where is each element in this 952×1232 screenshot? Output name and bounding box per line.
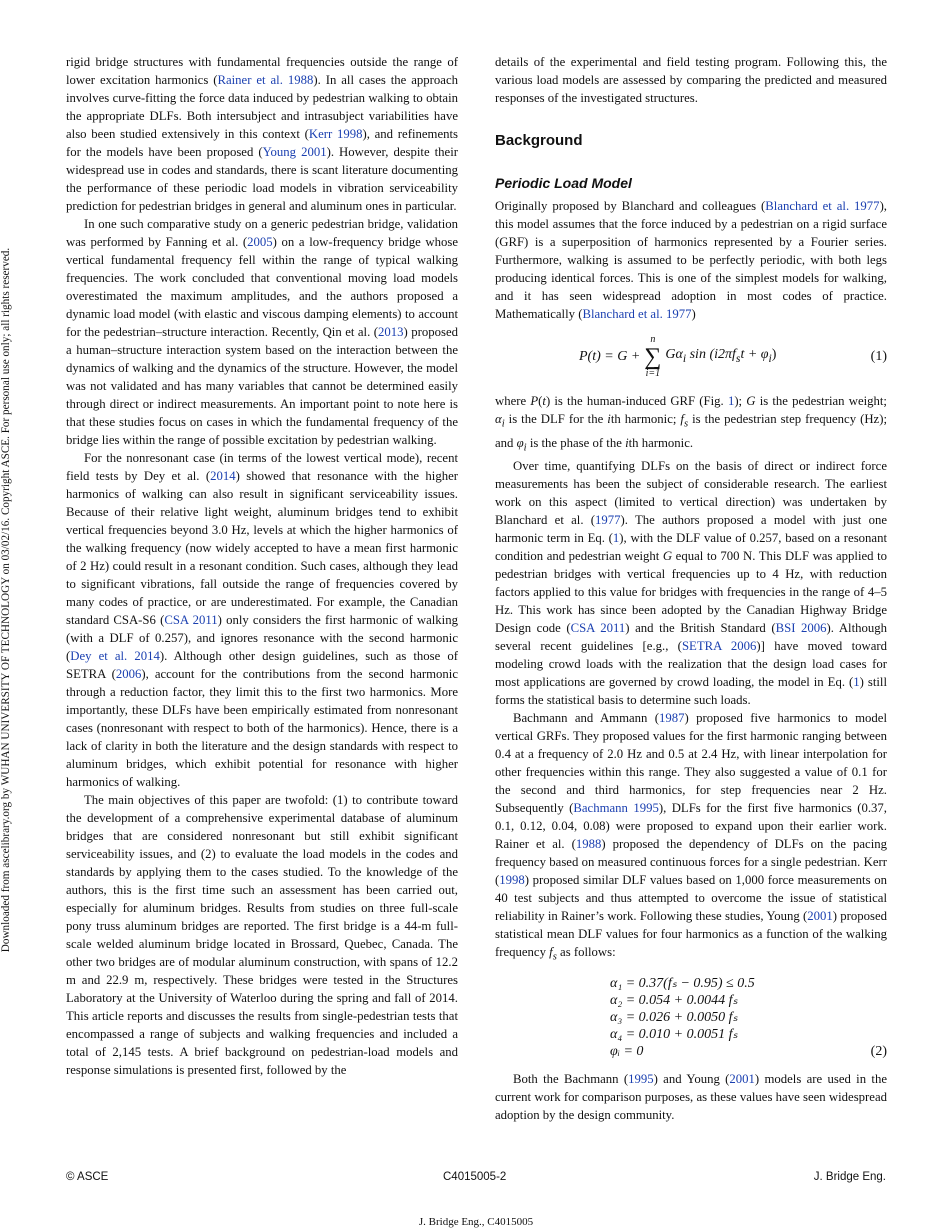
paragraph: [495, 392, 887, 457]
eq2-line: φᵢ = 0: [610, 1043, 644, 1059]
math-subscript: s: [552, 951, 557, 963]
eq1-rhs: Gα: [665, 347, 683, 363]
eq2-line: α₁ = 0.37(fₛ − 0.95) ≤ 0.5: [610, 975, 755, 991]
citation-link[interactable]: 2001: [807, 909, 833, 924]
math-symbol: f: [680, 412, 684, 426]
citation-link[interactable]: 1: [612, 531, 620, 546]
text-run: ), DLFs for the first five harmonics (0.37, 0.1, 0.12, 0.04, 0.08) were proposed to expand upon their earlier work. Rainer et al. (: [495, 801, 887, 852]
text-run: Over time, quantifying DLFs on the basis of direct or indirect force measurements has been the subject of considerable research. The earliest work on this aspect (limited to vertical direction) was undertaken by Blanchard et al. (: [495, 459, 887, 528]
eq1-lhs: P(t) = G +: [579, 349, 641, 364]
text-run: is the phase of the: [526, 435, 626, 450]
text-run: is the pedestrian weight;: [755, 394, 887, 408]
text-run: ) proposed the dependency of DLFs on the pacing frequency based on measured continuous forces for a single pedestrian. Kerr (: [495, 837, 887, 888]
eq1-sum-top: n: [650, 334, 656, 345]
left-column: [66, 53, 458, 1079]
eq1-rhs4: ): [771, 347, 777, 363]
summation-icon: ∑: [644, 344, 662, 370]
text-run: ) proposed a human–structure interaction system based on the interaction between the dynamics of walking and the dynamics of the structure. However, the model was not validated and has many variables that cannot be determined easily through direct or indirect measurements. An important point to note here is that these studies focus on cases in which the fundamental frequency of the bridge lies within the range of possible excitation by pedestrian walking.: [66, 325, 458, 447]
text-run: is the DLF for the: [504, 412, 608, 426]
text-run: equal to 700 N. This DLF was applied to pedestrian bridges with vertical frequencies up to 4 Hz, with reduction factors applied to this value for bridges with frequencies in the range of 4–5 Hz. This work has since been adopted by the Canadian Highway Bridge Design code (: [495, 549, 887, 636]
text-run: ) and Young (: [653, 1071, 730, 1086]
text-run: ). Although other design guidelines, such as those of SETRA (: [66, 649, 458, 681]
equation-1: [495, 331, 887, 383]
text-run: Bachmann and Ammann (: [513, 711, 659, 726]
eq1-sub: i: [768, 351, 772, 365]
footer-citation: J. Bridge Eng., C4015005: [418, 1216, 534, 1228]
citation-link[interactable]: Dey et al. 2014: [70, 649, 160, 663]
text-run: ). The authors proposed a model with just one harmonic term in Eq. (: [495, 513, 888, 546]
citation-link[interactable]: 2013: [378, 325, 404, 339]
citation-link[interactable]: 2001: [729, 1071, 755, 1086]
paragraph: [495, 1070, 887, 1124]
text-run: as follows:: [556, 945, 616, 960]
citation-link[interactable]: Kerr 1998: [308, 127, 363, 141]
text-run: In one such comparative study on a generic pedestrian bridge, validation was performed by Fanning et al. (: [66, 217, 458, 249]
footer-journal: J. Bridge Eng.: [813, 1171, 886, 1183]
text-run: ) is the human-induced GRF (Fig.: [545, 394, 728, 408]
subsection-heading: Periodic Load Model: [495, 175, 632, 191]
eq2-line: α₂ = 0.054 + 0.0044 fₛ: [610, 992, 738, 1008]
citation-link[interactable]: 1: [853, 675, 860, 690]
footer-copyright: © ASCE: [66, 1171, 109, 1183]
text-run: For the nonresonant case (in terms of the lowest vertical mode), recent field tests by Dey et al. (: [66, 451, 458, 483]
citation-link[interactable]: Blanchard et al. 1977: [582, 307, 692, 321]
text-run: ): [691, 307, 696, 321]
text-run: ) proposed similar DLF values based on 1,000 force measurements on 40 test subjects and thus attempted to overcome the issue of statistical reliability in Rainer’s work. Following these studies, Young (: [495, 873, 887, 924]
text-run: details of the experimental and field testing program. Following this, the various load models are assessed by comparing the predicted and measured responses of the investigated structures.: [495, 55, 887, 105]
citation-link[interactable]: 1995: [628, 1071, 654, 1086]
text-run: ) and the British Standard (: [625, 621, 776, 636]
text-run: ), and refinements for the models have been proposed (: [66, 127, 458, 159]
summation: [644, 335, 661, 379]
text-run: ) only considers the first harmonic of walking (with a DLF of 0.257), and ignores resonance with the second harmonic (: [66, 613, 458, 663]
text-run: ) still forms the statistical basis to determine such loads.: [495, 675, 887, 708]
text-run: rigid bridge structures with fundamental frequencies outside the range of lower excitation harmonics (: [66, 55, 458, 87]
math-symbol: G: [662, 549, 673, 564]
text-run: where: [495, 394, 531, 408]
text-run: th harmonic;: [610, 412, 681, 426]
paragraph: [495, 709, 887, 967]
paragraph: [495, 457, 887, 709]
citation-link[interactable]: Blanchard et al. 1977: [765, 199, 880, 213]
text-run: ). However, despite their widespread use in codes and standards, there is scant literature documenting the performance of these periodic load models in vibration serviceability prediction for pedestrian bridges in general and aluminum ones in particular.: [66, 145, 458, 213]
text-run: ) on a low-frequency bridge whose vertical fundamental frequency fell within the range of typical walking frequencies. The work concluded that conventional moving load models overestimated the maximum amplitudes, and the authors proposed a dynamic load model (with elastic and viscous damping elements) to account for the pedestrian–structure interaction. Recently, Qin et al. (: [66, 235, 458, 339]
text-run: );: [734, 394, 747, 408]
citation-link[interactable]: CSA 2011: [164, 613, 218, 627]
math-symbol: φ: [516, 435, 524, 450]
citation-link[interactable]: Bachmann 1995: [573, 801, 659, 816]
citation-link[interactable]: SETRA 2006: [681, 639, 757, 654]
math-symbol: G: [746, 394, 756, 408]
citation-link[interactable]: 2006: [115, 667, 142, 681]
eq2-line: α₃ = 0.026 + 0.0050 fₛ: [610, 1009, 738, 1025]
citation-link[interactable]: 1988: [575, 837, 602, 852]
citation-link[interactable]: BSI 2006: [775, 621, 827, 636]
paragraph: [66, 53, 458, 215]
text-run: ), this model assumes that the force induced by a pedestrian on a rigid surface (GRF) is a superposition of harmonics represented by a Fourier series. Furthermore, walking is assumed to be perfectly periodic, with both legs producing identical forces. This is one of the simplest models for walking, and it has seen widespread adoption in most codes of practice. Mathematically (: [495, 199, 887, 321]
eq1-sub: i: [682, 351, 687, 365]
text-run: The main objectives of this paper are twofold: (1) to contribute toward the development of a comprehensive experimental database of aluminum bridges that are considered nonresonant but still exhibit significant serviceability issues, and (2) to evaluate the load models in the codes and standards by applying them to the cases studied. To the knowledge of the authors, this is the first time such an assessment has been carried out, especially for aluminum bridges. Results from studies on three full-scale pony truss aluminum bridges are reported. The first bridge is a 44-m full-scale welded aluminum bridge located in Brossard, Quebec, Canada. The other two bridges are of modular aluminum construction, with spans of 12.2 m and 22.9 m, respectively. These bridges were tested in the Structures Laboratory at the University of Waterloo during the spring and fall of 2014. This article reports and discusses the results from single-pedestrian tests that encompassed a range of subjects and walking frequencies and included a total of 2,145 tests. A brief background on pedestrian-load models and response simulations is presented first, followed by the: [66, 793, 458, 1077]
math-subscript: i: [501, 418, 505, 430]
math-symbol: α: [495, 412, 502, 426]
math-subscript: i: [523, 442, 527, 454]
equation-number: (1): [870, 349, 887, 364]
text-run: ) proposed statistical mean DLF values for four harmonics as a function of the walking frequency: [495, 909, 887, 960]
eq1-sum-bottom: i=1: [645, 368, 661, 379]
eq1-rhs-group: [665, 346, 776, 368]
text-run: ) showed that resonance with the higher harmonics of walking can also result in significant serviceability issues. Because of their relative light weight, aluminum bridges tend to exhibit vertical frequencies beyond 3.0 Hz, levels at which the higher harmonics of the walking frequency (now widely accepted to have a mean first harmonic of 2 Hz) could result in a resonant condition. Such cases, although they lead to significant vibrations, fall outside the range of frequencies covered by many codes of practice, or are underestimated. For example, the Canadian standard CSA-S6 (: [66, 469, 458, 627]
math-symbol: i: [607, 412, 611, 426]
footer-page-id: C4015005-2: [443, 1171, 507, 1183]
math-subscript: s: [683, 418, 689, 430]
text-run: (: [538, 394, 543, 408]
citation-link[interactable]: 1: [727, 394, 735, 408]
section-heading: Background: [495, 132, 583, 149]
math-symbol: f: [549, 945, 553, 960]
math-symbol: t: [542, 394, 546, 408]
paragraph: [66, 215, 458, 449]
text-run: is the pedestrian step frequency (Hz); and: [495, 412, 887, 450]
citation-link[interactable]: Young 2001: [262, 145, 327, 159]
citation-link[interactable]: 1977: [595, 513, 621, 528]
equation-2: [495, 975, 887, 1060]
citation-link[interactable]: 1987: [659, 711, 685, 726]
math-symbol: P: [530, 394, 539, 408]
eq2-line: α₄ = 0.010 + 0.0051 fₛ: [610, 1026, 738, 1042]
download-notice: Downloaded from ascelibrary.org by WUHAN UNIVERSITY OF TECHNOLOGY on 03/02/16. Copyright ASCE. For personal use only; all rights reserved.: [0, 247, 12, 953]
right-column: [495, 53, 887, 1124]
paragraph: [495, 197, 887, 323]
math-symbol: i: [625, 435, 629, 450]
text-run: ). In all cases the approach involves curve-fitting the force data induced by pedestrian walking to obtain the appropriate DLFs. Both intersubject and intrasubject variabilities have also been studied extensively in this context (: [66, 73, 459, 141]
text-run: ), account for the contributions from the second harmonic through a reduction factor, they limit this to the first two harmonics. More importantly, these DLFs have been empirically estimated from nonresonant cases (nonresonant with respect to both of the harmonics). Hence, there is a lack of clarity in both the literature and the design standards with respect to aluminum bridges, which exhibit potential for resonance with higher harmonics of walking.: [66, 667, 458, 789]
paragraph: [66, 449, 458, 791]
text-run: ). Although several recent guidelines [e.g., (: [495, 621, 888, 654]
citation-link[interactable]: 1998: [499, 873, 525, 888]
text-run: )] have moved toward modeling crowd loads with the realization that the design load cases for most applications are governed by crowd loading, the model in Eq. (: [495, 639, 887, 690]
equation-number: (2): [870, 1043, 887, 1059]
eq1-sub: s: [735, 351, 741, 365]
text-run: ) models are used in the current work for comparison purposes, as these values have seen widespread adoption by the design community.: [495, 1071, 887, 1122]
paragraph: [495, 53, 887, 107]
text-run: ) proposed five harmonics to model vertical GRFs. They proposed values for the first harmonic ranging between 0.4 at a frequency of 2.0 Hz and 0.5 at 2.4 Hz, with linear interpolation for other frequencies within this range. They also suggested a value of 0.1 for the second and third harmonics, for step frequencies near 2 Hz. Subsequently (: [495, 711, 887, 816]
text-run: Both the Bachmann (: [513, 1071, 629, 1086]
citation-link[interactable]: CSA 2011: [570, 621, 626, 636]
text-run: th harmonic.: [628, 435, 694, 450]
eq1-rhs3: t + φ: [740, 347, 769, 363]
citation-link[interactable]: 2014: [210, 469, 236, 483]
text-run: Originally proposed by Blanchard and colleagues (: [495, 199, 766, 213]
citation-link[interactable]: Rainer et al. 1988: [217, 73, 314, 87]
eq1-rhs2: sin (i2πf: [686, 347, 736, 363]
text-run: ), with the DLF value of 0.257, based on a resonant condition and pedestrian weight: [495, 531, 887, 564]
citation-link[interactable]: 2005: [247, 235, 273, 249]
paragraph: [66, 791, 458, 1079]
